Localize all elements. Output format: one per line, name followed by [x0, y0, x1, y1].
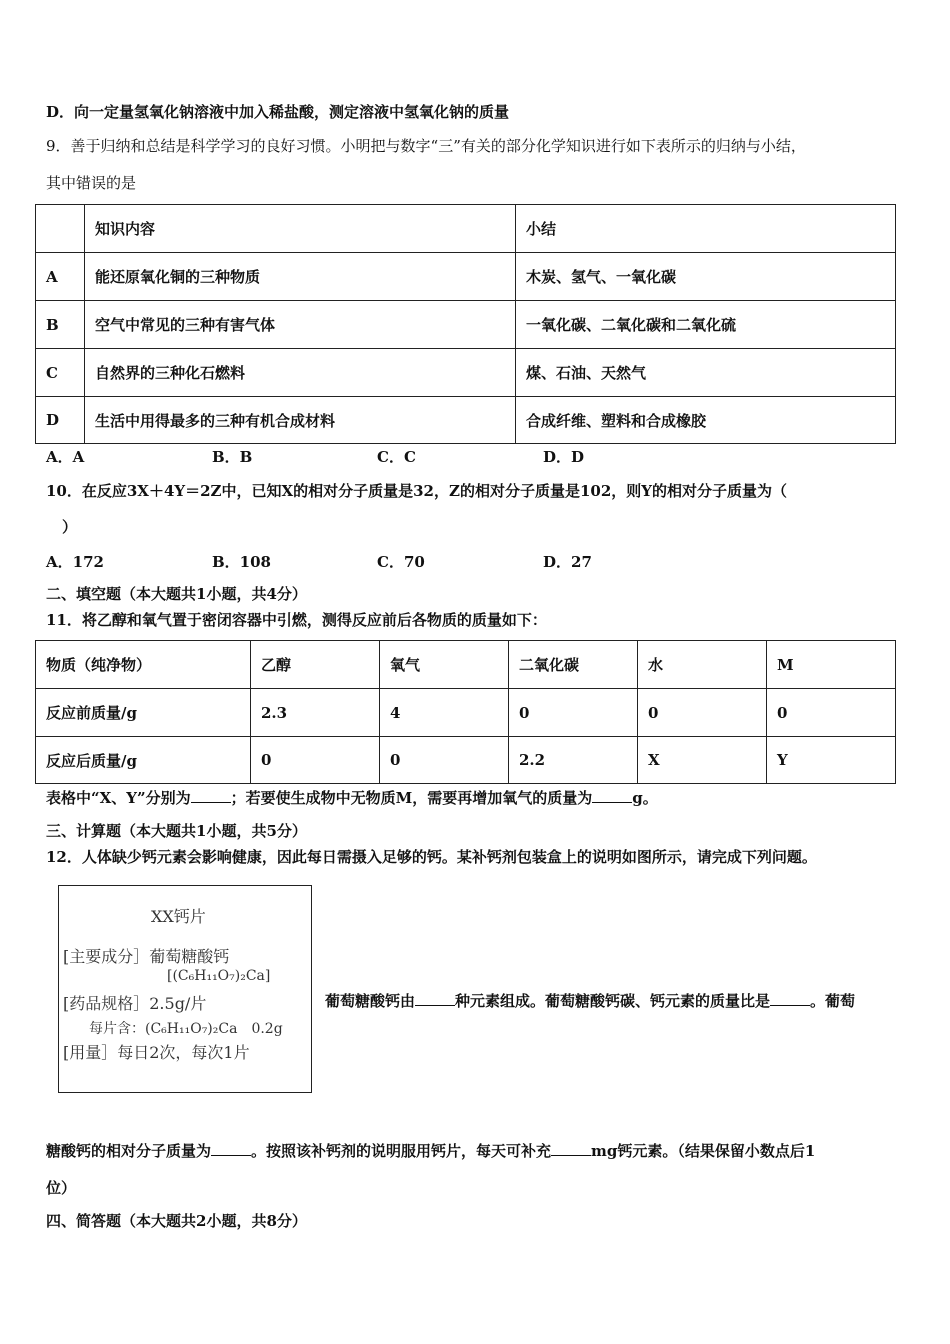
q12-blank-molar-mass[interactable]	[211, 1155, 251, 1156]
q10-option-d[interactable]: D．27	[543, 553, 592, 571]
q9-table	[35, 204, 896, 444]
q9-option-d[interactable]: D．D	[543, 448, 585, 466]
q10-option-c[interactable]: C．70	[377, 553, 425, 571]
table-cell: 合成纤维、塑料和合成橡胶	[516, 397, 896, 444]
table-row	[36, 689, 896, 737]
q11-answer-text-a: 表格中“X、Y”分别为	[46, 789, 191, 807]
q12-blank-elements[interactable]	[415, 1005, 455, 1006]
section-2-heading: 二、填空题（本大题共1小题，共4分）	[46, 585, 307, 603]
section-4-heading: 四、简答题（本大题共2小题，共8分）	[46, 1212, 307, 1230]
q9-stem-line2: 其中错误的是	[46, 174, 137, 192]
table-cell: 反应前质量/g	[36, 689, 251, 737]
table-header-cell: 小结	[516, 205, 896, 253]
table-header-cell: 物质（纯净物）	[36, 641, 251, 689]
table-cell: 0	[380, 737, 509, 784]
table-header-cell: 氧气	[380, 641, 509, 689]
table-row	[36, 301, 896, 349]
table-cell: D	[36, 397, 85, 444]
table-cell: 2.2	[509, 737, 638, 784]
table-cell	[36, 205, 85, 253]
table-cell: 自然界的三种化石燃料	[85, 349, 516, 397]
q12-text-b: 种元素组成。葡萄糖酸钙碳、钙元素的质量比是	[455, 992, 771, 1010]
q10-option-b[interactable]: B．108	[212, 553, 271, 571]
q10-stem-line2: ）	[62, 518, 78, 536]
q12-text-line3: 位）	[46, 1179, 77, 1197]
table-header-cell: 水	[638, 641, 767, 689]
q12-text-d: 糖酸钙的相对分子质量为	[46, 1142, 212, 1160]
q12-text-c: 。葡萄	[810, 992, 856, 1010]
table-cell: 能还原氧化铜的三种物质	[85, 253, 516, 301]
q11-stem: 11．将乙醇和氧气置于密闭容器中引燃，测得反应前后各物质的质量如下：	[46, 611, 547, 629]
q11-table	[35, 640, 896, 784]
table-cell: 空气中常见的三种有害气体	[85, 301, 516, 349]
label-ingredient: [主要成分］葡萄糖酸钙	[63, 947, 230, 966]
table-cell: 煤、石油、天然气	[516, 349, 896, 397]
table-cell: 0	[638, 689, 767, 737]
table-cell: 木炭、氢气、一氧化碳	[516, 253, 896, 301]
table-row	[36, 349, 896, 397]
q10-stem-line1: 10．在反应3X＋4Y＝2Z中，已知X的相对分子质量是32，Z的相对分子质量是102，则Y的相对分子质量为（	[46, 482, 787, 500]
q12-blank-mass-ratio[interactable]	[770, 1005, 810, 1006]
table-cell: 一氧化碳、二氧化碳和二氧化硫	[516, 301, 896, 349]
table-row	[36, 641, 896, 689]
table-cell: B	[36, 301, 85, 349]
q9-option-a[interactable]: A．A	[46, 448, 85, 466]
q12-text-f: mg钙元素。（结果保留小数点后1	[591, 1142, 816, 1160]
table-cell: 反应后质量/g	[36, 737, 251, 784]
calcium-tablet-label	[58, 885, 312, 1093]
table-header-cell: 知识内容	[85, 205, 516, 253]
table-cell: C	[36, 349, 85, 397]
table-header-cell: 乙醇	[251, 641, 380, 689]
q12-text-line1	[325, 991, 855, 1011]
table-cell: 0	[509, 689, 638, 737]
section-3-heading: 三、计算题（本大题共1小题，共5分）	[46, 822, 307, 840]
q8-option-d: D．向一定量氢氧化钠溶液中加入稀盐酸，测定溶液中氢氧化钠的质量	[46, 103, 510, 121]
table-cell: X	[638, 737, 767, 784]
table-row	[36, 737, 896, 784]
q11-answer-text-b: ；若要使生成物中无物质M，需要再增加氧气的质量为	[230, 789, 593, 807]
q11-answer-text-c: g。	[632, 789, 658, 807]
table-row	[36, 253, 896, 301]
q10-option-a[interactable]: A．172	[46, 553, 104, 571]
label-spec: [药品规格］2.5g/片	[63, 994, 207, 1013]
q12-stem: 12．人体缺少钙元素会影响健康，因此每日需摄入足够的钙。某补钙剂包装盒上的说明如图所示，请完成下列问题。	[46, 848, 817, 866]
table-row	[36, 397, 896, 444]
q12-text-a: 葡萄糖酸钙由	[325, 992, 416, 1010]
q12-text-e: 。按照该补钙剂的说明服用钙片，每天可补充	[251, 1142, 552, 1160]
q12-text-line2	[46, 1141, 815, 1161]
table-cell: 4	[380, 689, 509, 737]
q11-answer-line	[46, 788, 658, 808]
q9-option-c[interactable]: C．C	[377, 448, 416, 466]
table-cell: 生活中用得最多的三种有机合成材料	[85, 397, 516, 444]
table-cell: 0	[767, 689, 896, 737]
q9-option-b[interactable]: B．B	[212, 448, 253, 466]
table-cell: Y	[767, 737, 896, 784]
table-cell: A	[36, 253, 85, 301]
q9-stem-line1: 9．善于归纳和总结是科学学习的良好习惯。小明把与数字“三”有关的部分化学知识进行如下表所示的归纳与小结，	[46, 137, 806, 155]
q12-blank-calcium-mg[interactable]	[551, 1155, 591, 1156]
label-title: XX钙片	[151, 907, 206, 926]
table-cell: 2.3	[251, 689, 380, 737]
table-cell: 0	[251, 737, 380, 784]
label-dosage: [用量］每日2次，每次1片	[63, 1043, 250, 1062]
q11-blank-xy[interactable]	[191, 802, 231, 803]
q11-blank-oxygen[interactable]	[592, 802, 632, 803]
table-header-cell: M	[767, 641, 896, 689]
table-header-cell: 二氧化碳	[509, 641, 638, 689]
table-row	[36, 205, 896, 253]
label-per-tablet: 每片含：(C₆H₁₁O₇)₂Ca 0.2g	[89, 1021, 283, 1037]
label-formula: [(C₆H₁₁O₇)₂Ca]	[167, 968, 271, 984]
